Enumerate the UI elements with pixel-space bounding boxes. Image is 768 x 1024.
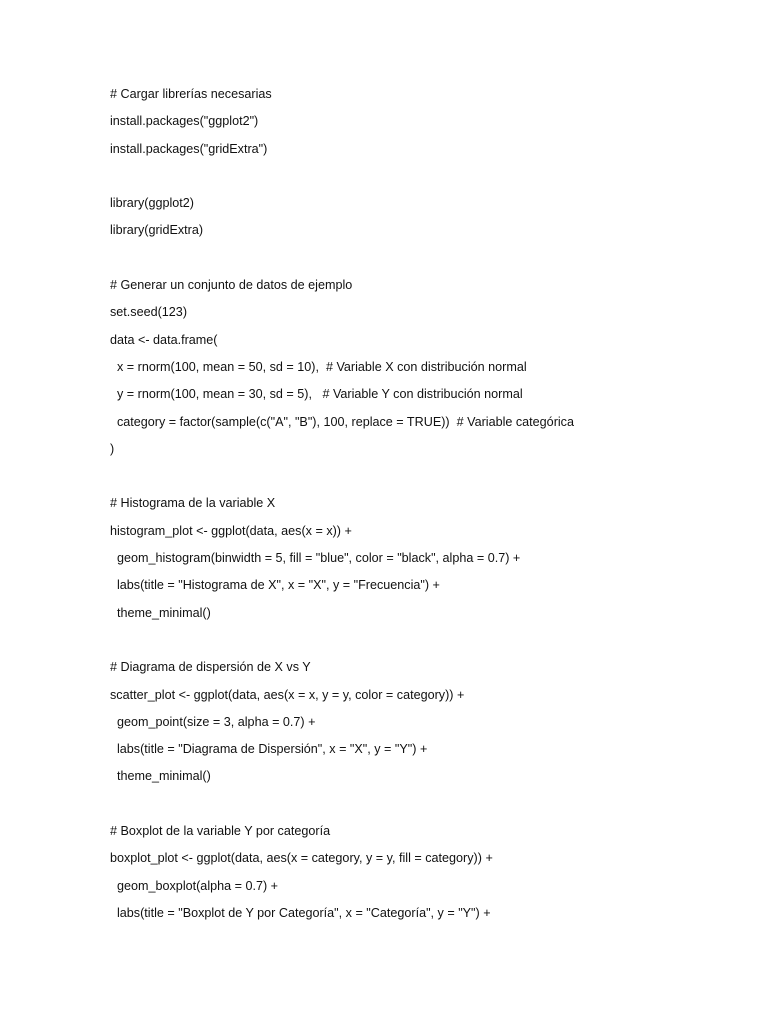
code-line: theme_minimal(): [110, 769, 211, 784]
code-line: x = rnorm(100, mean = 50, sd = 10), # Variable X con distribución normal: [110, 359, 527, 374]
comment-line: # Histograma de la variable X: [110, 496, 276, 511]
code-line: theme_minimal(): [110, 605, 211, 620]
code-line: install.packages("ggplot2"): [110, 114, 259, 129]
code-line: labs(title = "Diagrama de Dispersión", x = "X", y = "Y") +: [110, 742, 428, 757]
code-line: set.seed(123): [110, 305, 188, 320]
code-line: geom_histogram(binwidth = 5, fill = "blue", color = "black", alpha = 0.7) +: [110, 551, 521, 566]
blank-line: [110, 793, 750, 820]
code-line: install.packages("gridExtra"): [110, 141, 268, 156]
document-body: [110, 83, 750, 929]
blank-line: [110, 247, 750, 274]
code-line: y = rnorm(100, mean = 30, sd = 5), # Variable Y con distribución normal: [110, 387, 523, 402]
blank-line: [110, 165, 750, 192]
comment-line: # Cargar librerías necesarias: [110, 87, 272, 101]
code-line: data <- data.frame(: [110, 332, 218, 347]
code-line: geom_point(size = 3, alpha = 0.7) +: [110, 714, 316, 729]
comment-line: # Diagrama de dispersión de X vs Y: [110, 660, 311, 675]
comment-line: # Boxplot de la variable Y por categoría: [110, 824, 331, 839]
code-line: labs(title = "Histograma de X", x = "X", y = "Frecuencia") +: [110, 578, 440, 593]
code-line: category = factor(sample(c("A", "B"), 100, replace = TRUE)) # Variable categórica: [110, 414, 574, 429]
code-line: scatter_plot <- ggplot(data, aes(x = x, y = y, color = category)) +: [110, 687, 465, 702]
code-line: histogram_plot <- ggplot(data, aes(x = x)) +: [110, 523, 352, 538]
code-line: geom_boxplot(alpha = 0.7) +: [110, 878, 279, 893]
blank-line: [110, 465, 750, 492]
code-line: ): [110, 441, 115, 456]
comment-line: # Generar un conjunto de datos de ejemplo: [110, 278, 353, 293]
code-line: labs(title = "Boxplot de Y por Categoría", x = "Categoría", y = "Y") +: [110, 905, 491, 920]
code-line: library(gridExtra): [110, 223, 204, 238]
code-line: library(ggplot2): [110, 196, 194, 211]
blank-line: [110, 629, 750, 656]
code-line: boxplot_plot <- ggplot(data, aes(x = category, y = y, fill = category)) +: [110, 851, 493, 866]
